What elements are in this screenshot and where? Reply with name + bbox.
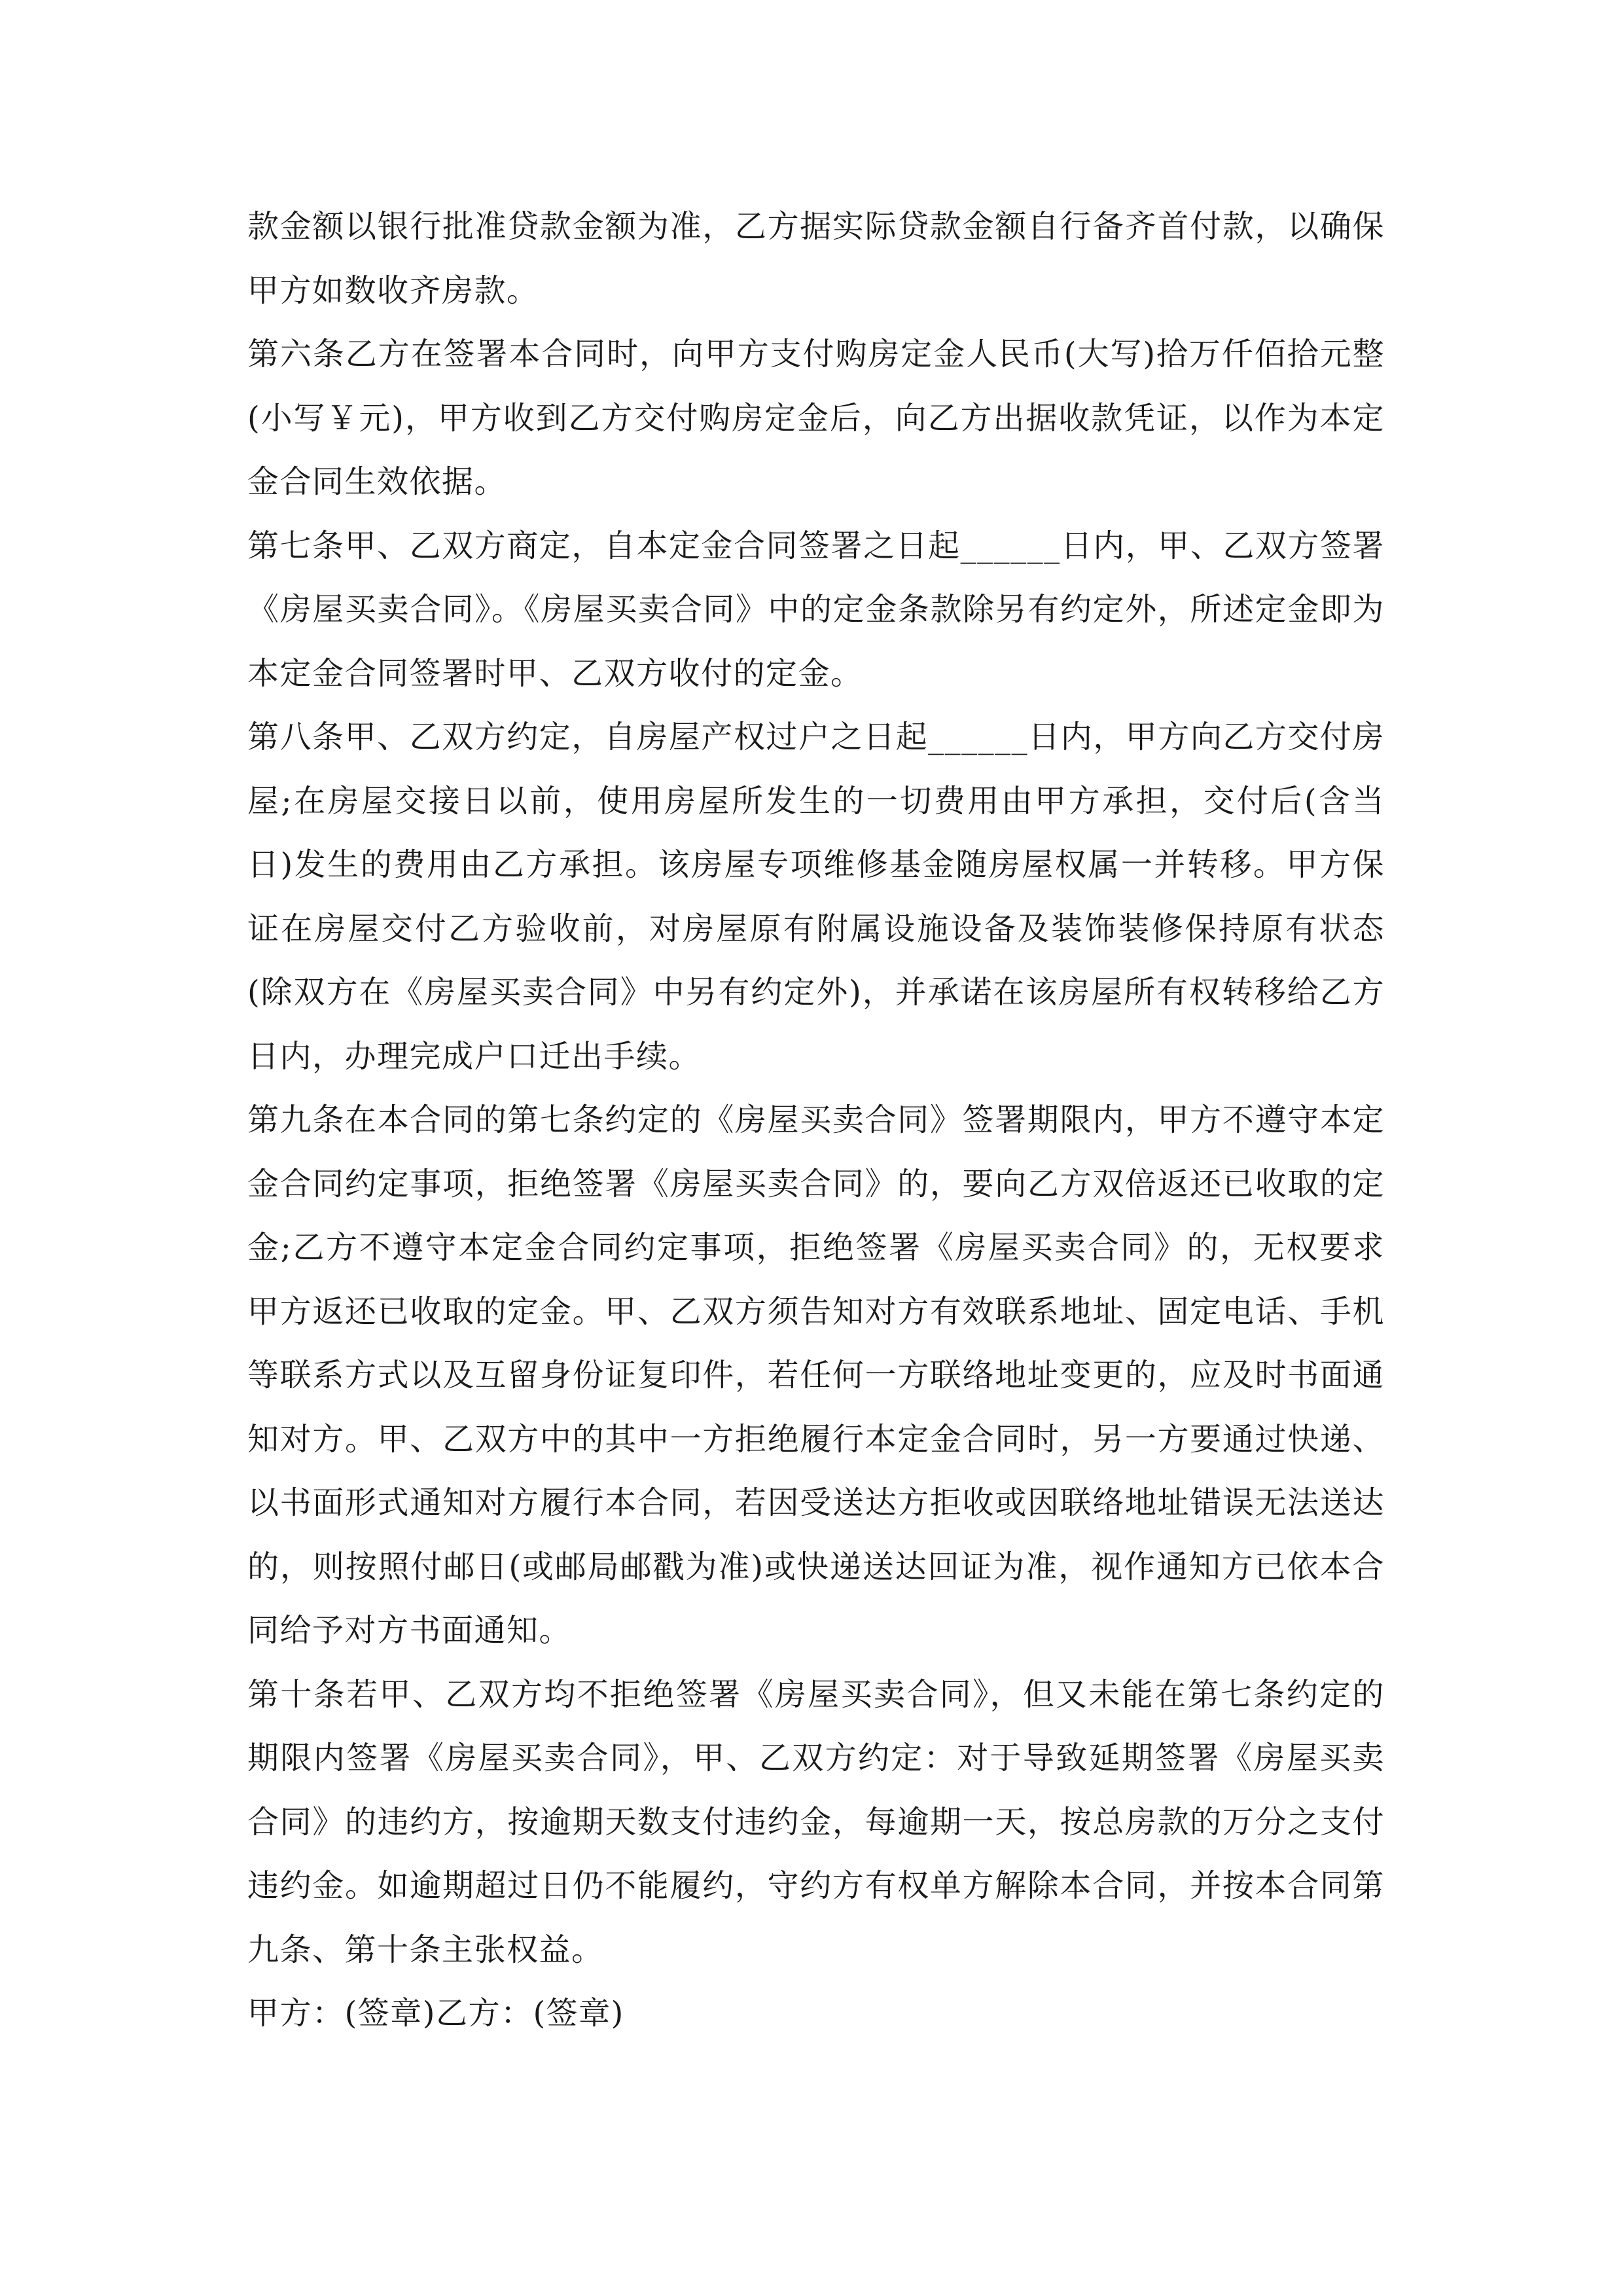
paragraph-article-8: 第八条甲、乙双方约定，自房屋产权过户之日起______日内，甲方向乙方交付房屋;在房屋交接日以前，使用房屋所发生的一切费用由甲方承担，交付后(含当日)发生的费用由乙方承担。该房屋专项维修基金随房屋权属一并转移。甲方保证在房屋交付乙方验收前，对房屋原有附属设施设备及装饰装修保持原有状态(除双方在《房屋买卖合同》中另有约定外)，并承诺在该房屋所有权转移给乙方日内，办理完成户口迁出手续。	[247, 719, 1385, 1075]
paragraph-article-6: 第六条乙方在签署本合同时，向甲方支付购房定金人民币(大写)拾万仟佰拾元整(小写￥元)，甲方收到乙方交付购房定金后，向乙方出据收款凭证，以作为本定金合同生效依据。	[247, 336, 1385, 500]
paragraph-article-7: 第七条甲、乙双方商定，自本定金合同签署之日起______日内，甲、乙双方签署《房屋买卖合同》。《房屋买卖合同》中的定金条款除另有约定外，所述定金即为本定金合同签署时甲、乙双方收付的定金。	[247, 527, 1385, 692]
contract-body	[247, 195, 1385, 2046]
paragraph-loan-amount: 款金额以银行批准贷款金额为准，乙方据实际贷款金额自行备齐首付款，以确保甲方如数收齐房款。	[247, 208, 1385, 309]
paragraph-article-10: 第十条若甲、乙双方均不拒绝签署《房屋买卖合同》，但又未能在第七条约定的期限内签署《房屋买卖合同》，甲、乙双方约定：对于导致延期签署《房屋买卖合同》的违约方，按逾期天数支付违约金，每逾期一天，按总房款的万分之支付违约金。如逾期超过日仍不能履约，守约方有权单方解除本合同，并按本合同第九条、第十条主张权益。	[247, 1676, 1385, 1968]
paragraph-article-9: 第九条在本合同的第七条约定的《房屋买卖合同》签署期限内，甲方不遵守本定金合同约定事项，拒绝签署《房屋买卖合同》的，要向乙方双倍返还已收取的定金;乙方不遵守本定金合同约定事项，拒绝签署《房屋买卖合同》的，无权要求甲方返还已收取的定金。甲、乙双方须告知对方有效联系地址、固定电话、手机等联系方式以及互留身份证复印件，若任何一方联络地址变更的，应及时书面通知对方。甲、乙双方中的其中一方拒绝履行本定金合同时，另一方要通过快递、以书面形式通知对方履行本合同，若因受送达方拒收或因联络地址错误无法送达的，则按照付邮日(或邮局邮戳为准)或快递送达回证为准，视作通知方已依本合同给予对方书面通知。	[247, 1102, 1385, 1649]
signature-line: 甲方：(签章)乙方：(签章)	[247, 1995, 624, 2032]
